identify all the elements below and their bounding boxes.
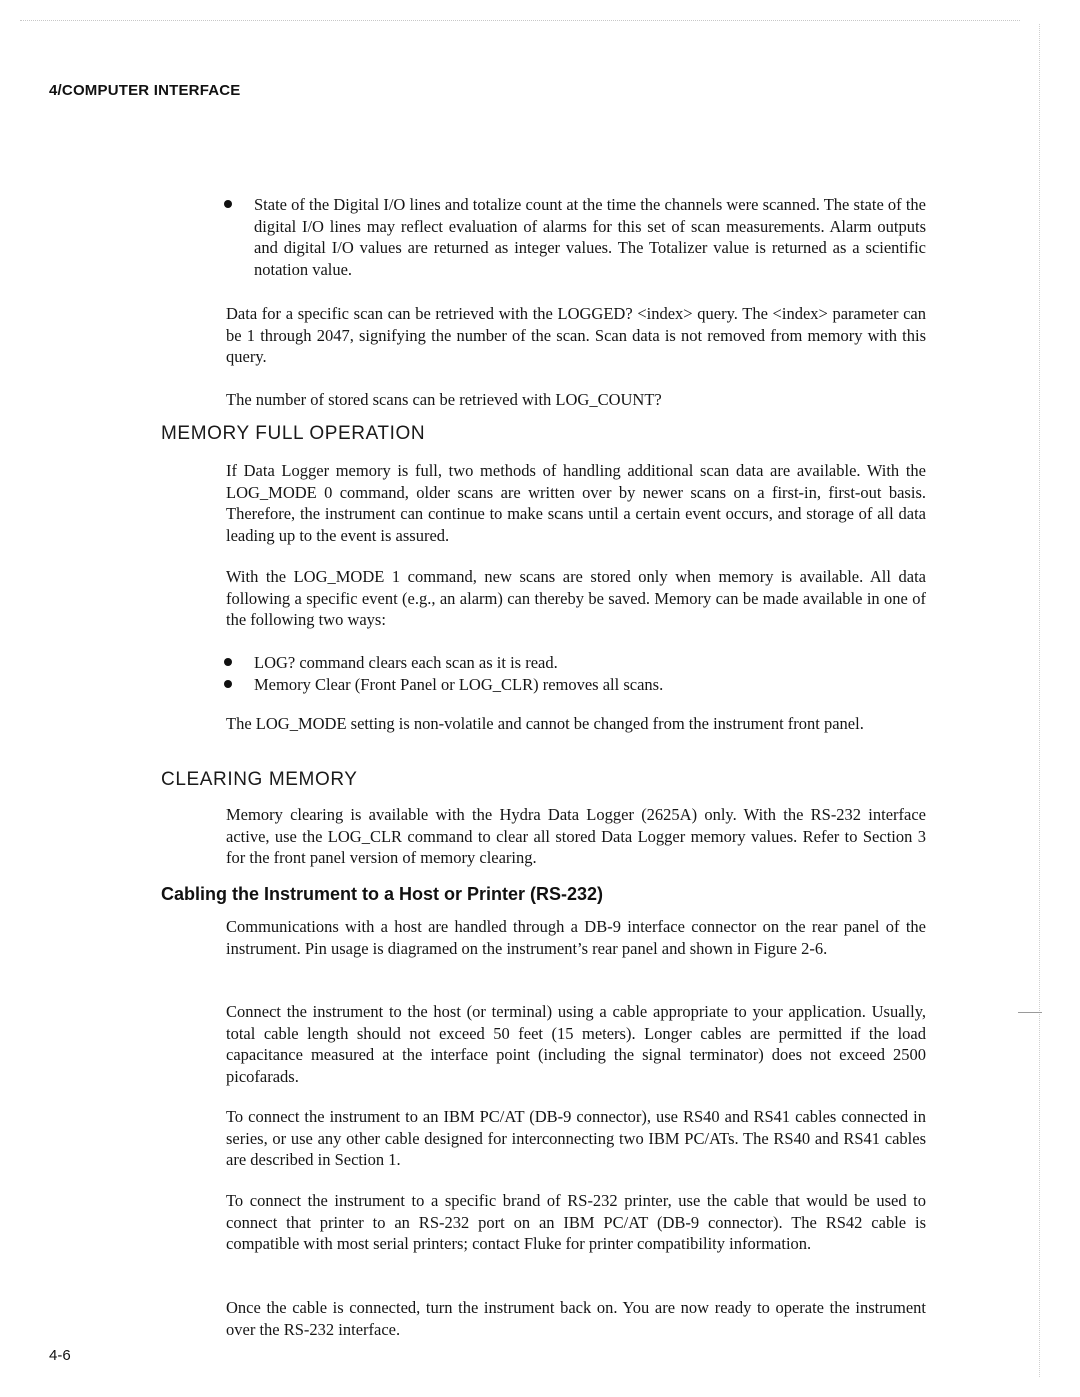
running-head: 4/COMPUTER INTERFACE [49, 82, 241, 99]
memory-full-paragraph-1: If Data Logger memory is full, two methods of handling additional scan data are available. With the LOG_MODE 0 command, older scans are written over by newer scans on a first-in, first-out basis. Therefore, the instrument can continue to make scans until a certain event occurs, and storage of all data leading up to the event is assured. [226, 461, 926, 545]
right-scan-rule [1039, 24, 1040, 1377]
bullet-text: Memory Clear (Front Panel or LOG_CLR) removes all scans. [254, 674, 664, 694]
list-item [226, 674, 926, 696]
memory-full-heading: MEMORY FULL OPERATION [161, 423, 426, 444]
cabling-paragraph-4: To connect the instrument to a specific brand of RS-232 printer, use the cable that would be used to connect that printer to an RS-232 port on an IBM PC/AT (DB-9 connector). The RS42 cable is compatible with most serial printers; contact Fluke for printer compatibility information. [226, 1191, 926, 1253]
log-count-paragraph: The number of stored scans can be retrieved with LOG_COUNT? [226, 390, 662, 409]
page-number: 4-6 [49, 1347, 71, 1364]
list-item [226, 194, 926, 280]
cabling-paragraph-3: To connect the instrument to an IBM PC/AT (DB-9 connector), use RS40 and RS41 cables connected in series, or use any other cable designed for interconnecting two IBM PC/ATs. The RS40 and RS41 cables are described in Section 1. [226, 1107, 926, 1169]
clearing-memory-paragraph: Memory clearing is available with the Hydra Data Logger (2625A) only. With the RS-232 interface active, use the LOG_CLR command to clear all stored Data Logger memory values. Refer to Section 3 for the front panel version of memory clearing. [226, 805, 926, 867]
cabling-paragraph-2: Connect the instrument to the host (or terminal) using a cable appropriate to your application. Usually, total cable length should not exceed 50 feet (15 meters). Longer cables are permitted if the load capacitance measured at the interface point (including the signal terminator) does not exceed 2500 picofarads. [226, 1002, 926, 1086]
bullet-text: LOG? command clears each scan as it is read. [254, 653, 558, 672]
log-mode-paragraph: The LOG_MODE setting is non-volatile and cannot be changed from the instrument front panel. [226, 714, 864, 733]
list-item [226, 652, 926, 674]
intro-bullet-list [226, 194, 926, 280]
cabling-paragraph-5: Once the cable is connected, turn the instrument back on. You are now ready to operate the instrument over the RS-232 interface. [226, 1298, 926, 1339]
clearing-memory-heading: CLEARING MEMORY [161, 769, 358, 790]
logged-query-paragraph: Data for a specific scan can be retrieved with the LOGGED? <index> query. The <index> parameter can be 1 through 2047, signifying the number of the scan. Scan data is not removed from memory with this query. [226, 304, 926, 366]
cabling-heading: Cabling the Instrument to a Host or Printer (RS-232) [161, 884, 604, 904]
margin-tick-mark [1018, 1012, 1042, 1013]
top-scan-rule [20, 20, 1020, 21]
memory-full-paragraph-2: With the LOG_MODE 1 command, new scans are stored only when memory is available. All data following a specific event (e.g., an alarm) can thereby be saved. Memory can be made available in one of the following two ways: [226, 567, 926, 629]
clear-methods-list [226, 652, 926, 695]
bullet-text: State of the Digital I/O lines and totalize count at the time the channels were scanned. The state of the digital I/O lines may reflect evaluation of alarms for this set of scan measurements. Alarm outputs and digital I/O values are returned as integer values. The Totalizer value is returned as a scientific notation value. [254, 195, 926, 279]
cabling-paragraph-1: Communications with a host are handled through a DB-9 interface connector on the rear panel of the instrument. Pin usage is diagramed on the instrument’s rear panel and shown in Figure 2-6. [226, 917, 926, 958]
